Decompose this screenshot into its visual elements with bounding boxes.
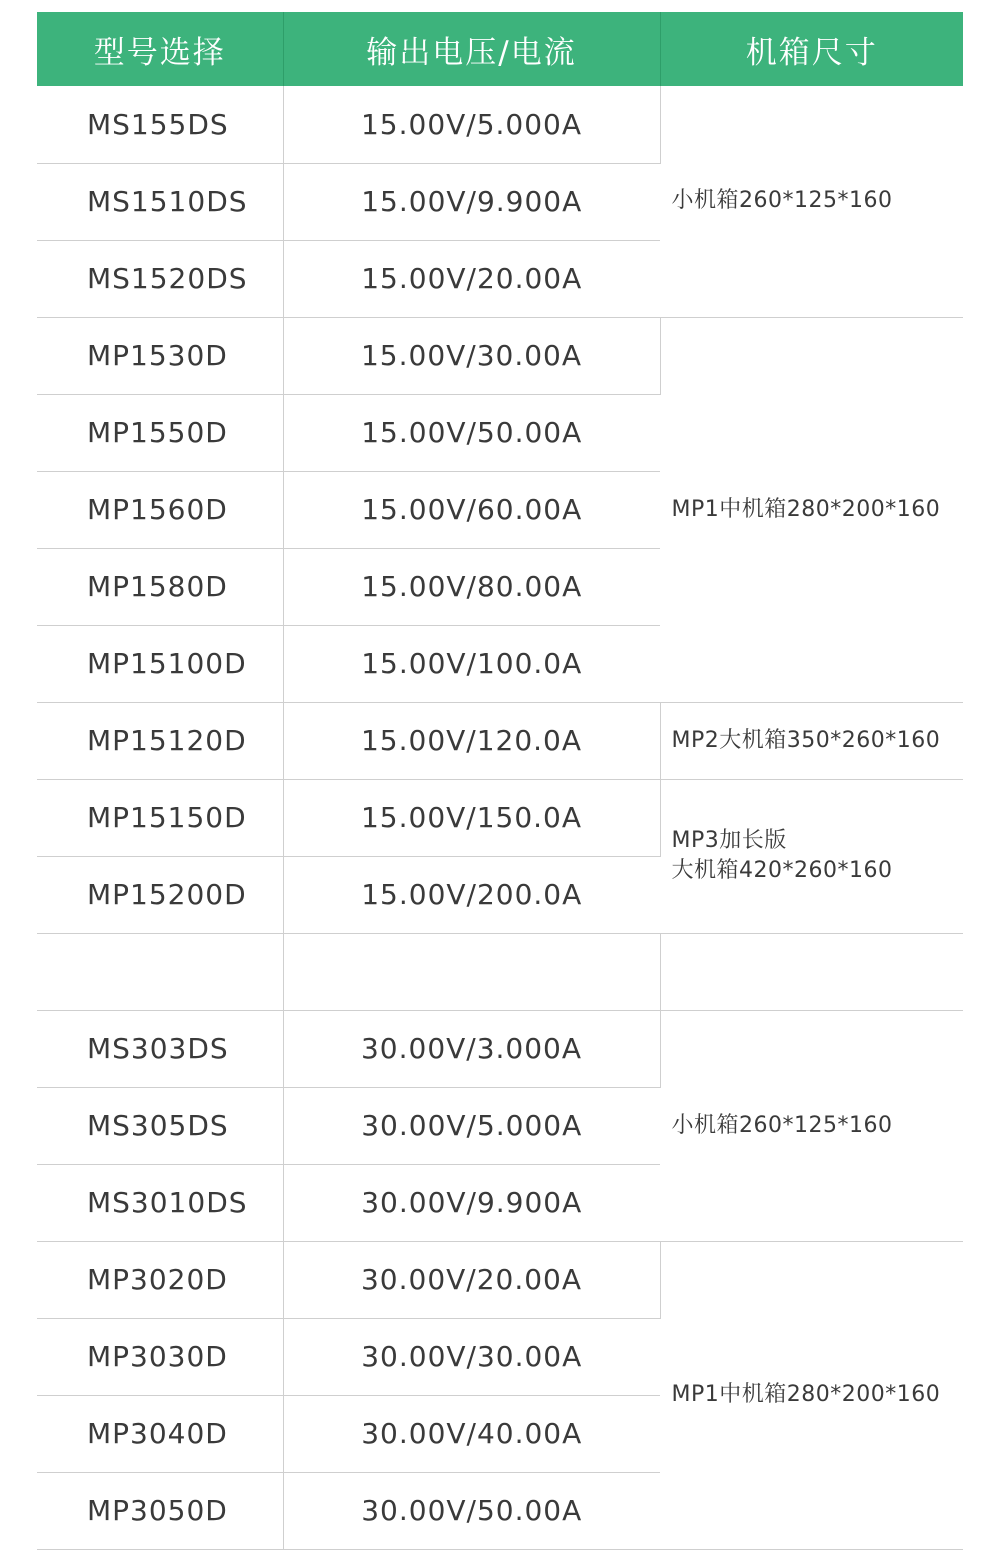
model-cell: MP1550D <box>37 394 283 471</box>
chassis-cell: 小机箱260*125*160 <box>660 1010 963 1241</box>
model-cell: MP3020D <box>37 1241 283 1318</box>
model-cell: MS155DS <box>37 86 283 163</box>
chassis-line-2: 大机箱420*260*160 <box>671 858 893 883</box>
model-cell: MP1580D <box>37 548 283 625</box>
chassis-cell: MP1中机箱280*200*160 <box>660 1241 963 1549</box>
model-cell: MP15200D <box>37 856 283 933</box>
table-header <box>37 12 963 86</box>
output-cell: 30.00V/50.00A <box>283 1472 660 1549</box>
table-row <box>37 779 963 856</box>
model-cell: MS1510DS <box>37 163 283 240</box>
model-cell: MP15120D <box>37 702 283 779</box>
table-row <box>37 1010 963 1087</box>
header-model: 型号选择 <box>37 12 283 86</box>
model-cell: MP3040D <box>37 1395 283 1472</box>
model-cell: MS3010DS <box>37 1164 283 1241</box>
model-cell: MS305DS <box>37 1087 283 1164</box>
output-cell: 15.00V/5.000A <box>283 86 660 163</box>
model-cell: MP15100D <box>37 625 283 702</box>
empty-cell <box>37 933 283 1010</box>
model-cell: MS1520DS <box>37 240 283 317</box>
table-row <box>37 86 963 163</box>
chassis-cell: MP1中机箱280*200*160 <box>660 317 963 702</box>
table-row <box>37 702 963 779</box>
output-cell: 30.00V/40.00A <box>283 1395 660 1472</box>
output-cell: 15.00V/50.00A <box>283 394 660 471</box>
header-chassis: 机箱尺寸 <box>660 12 963 86</box>
output-cell: 15.00V/20.00A <box>283 240 660 317</box>
header-output: 输出电压/电流 <box>283 12 660 86</box>
model-cell: MP3030D <box>37 1318 283 1395</box>
spacer-row <box>37 933 963 1010</box>
output-cell: 30.00V/5.000A <box>283 1087 660 1164</box>
output-cell: 15.00V/150.0A <box>283 779 660 856</box>
output-cell: 15.00V/100.0A <box>283 625 660 702</box>
model-cell: MP15150D <box>37 779 283 856</box>
table-row <box>37 317 963 394</box>
chassis-cell: MP2大机箱350*260*160 <box>660 702 963 779</box>
chassis-cell: 小机箱260*125*160 <box>660 86 963 317</box>
output-cell: 30.00V/30.00A <box>283 1318 660 1395</box>
model-cell: MP3050D <box>37 1472 283 1549</box>
chassis-line-1: MP3加长版 <box>671 828 787 853</box>
model-cell: MP1560D <box>37 471 283 548</box>
table-body <box>37 86 963 1549</box>
chassis-cell <box>660 779 963 933</box>
output-cell: 15.00V/9.900A <box>283 163 660 240</box>
output-cell: 30.00V/3.000A <box>283 1010 660 1087</box>
empty-cell <box>283 933 660 1010</box>
output-cell: 15.00V/80.00A <box>283 548 660 625</box>
output-cell: 30.00V/20.00A <box>283 1241 660 1318</box>
output-cell: 15.00V/200.0A <box>283 856 660 933</box>
output-cell: 15.00V/120.0A <box>283 702 660 779</box>
model-cell: MP1530D <box>37 317 283 394</box>
table-row <box>37 1241 963 1318</box>
output-cell: 30.00V/9.900A <box>283 1164 660 1241</box>
model-cell: MS303DS <box>37 1010 283 1087</box>
model-spec-table <box>37 12 963 1550</box>
empty-cell <box>660 933 963 1010</box>
output-cell: 15.00V/30.00A <box>283 317 660 394</box>
output-cell: 15.00V/60.00A <box>283 471 660 548</box>
